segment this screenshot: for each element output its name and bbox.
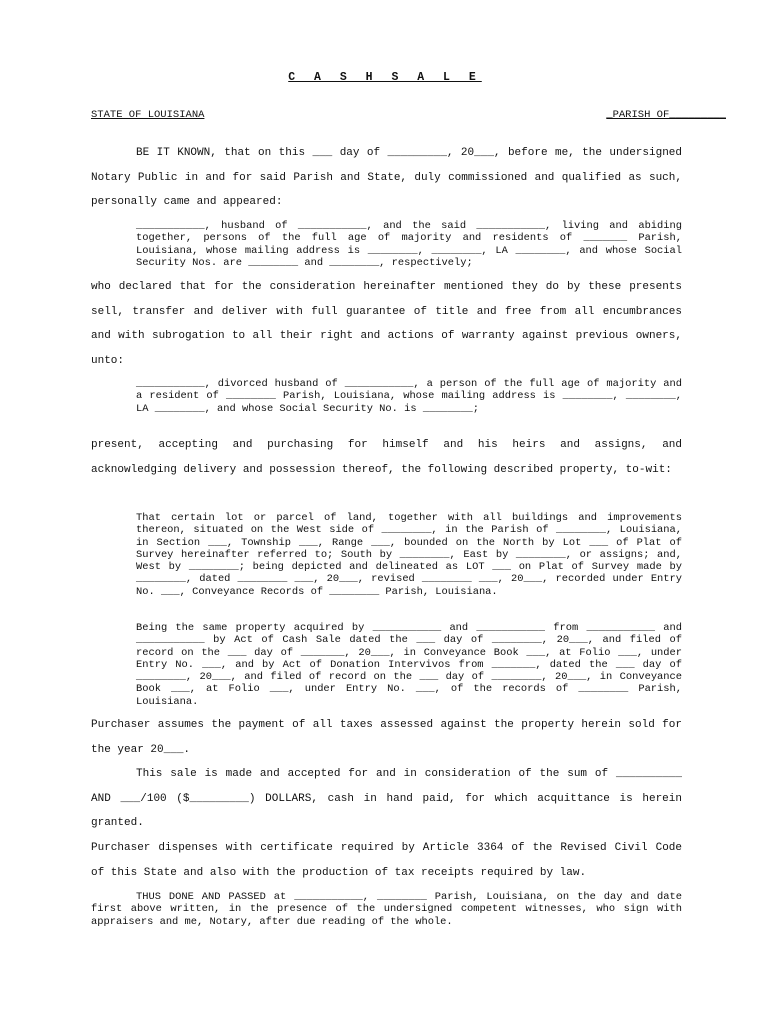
parish-heading (606, 109, 726, 121)
execution-paragraph: THUS DONE AND PASSED at ___________, ________ Parish, Louisiana, on the day and date first above written, in the presence of the undersigned competent witnesses, who sign with appraisers and me, Notary, after due reading of the whole. (91, 891, 682, 928)
acceptance-paragraph: present, accepting and purchasing for himself and his heirs and assigns, and acknowledging delivery and possession thereof, the following described property, to-wit: (91, 439, 682, 476)
acquisition-history-block: Being the same property acquired by ___________ and ___________ from ___________ and ___________ by Act of Cash Sale dated the ___ day of ________, 20___, and filed of record on the ___ day of _______, 20___, in Conveyance Book ___, at Folio ___, under Entry No. ___, and by Act of Donation Intervivos from _______, dated the ___ day of ________, 20___, and filed of record on the ___ day of ________, 20___, in Conveyance Book ___, at Folio ___, under Entry No. ___, of the records of ________ Parish, Louisiana. (136, 622, 682, 708)
document-title: C A S H S A L E (288, 71, 482, 84)
opening-paragraph: BE IT KNOWN, that on this ___ day of _________, 20___, before me, the undersigned Notary Public in and for said Parish and State, duly commissioned and qualified as such, personally came and appeared: (91, 147, 682, 208)
certificate-paragraph: Purchaser dispenses with certificate required by Article 3364 of the Revised Civil Code of this State and also with the production of tax receipts required by law. (91, 842, 682, 879)
declaration-paragraph: who declared that for the consideration hereinafter mentioned they do by these presents sell, transfer and deliver with full guarantee of title and free from all encumbrances and with subrogation to all their right and actions of warranty against previous owners, unto: (91, 281, 682, 367)
sellers-block: ___________, husband of ___________, and the said ___________, living and abiding together, persons of the full age of majority and residents of _______ Parish, Louisiana, whose mailing address is ________, ________, LA ________, and whose Social Security Nos. are ________ and ________, respectively; (136, 220, 682, 269)
consideration-paragraph: This sale is made and accepted for and in consideration of the sum of __________ AND ___/100 ($_________) DOLLARS, cash in hand paid, for which acquittance is herein granted. (91, 768, 682, 829)
parish-heading-text: _PARISH OF_________ (606, 109, 726, 121)
taxes-paragraph: Purchaser assumes the payment of all taxes assessed against the property herein sold for the year 20___. (91, 719, 682, 756)
buyer-block: ___________, divorced husband of ___________, a person of the full age of majority and a resident of ________ Parish, Louisiana, whose mailing address is ________, ________, LA ________, and whose Social Security No. is ________; (136, 378, 682, 415)
property-description-block: That certain lot or parcel of land, together with all buildings and improvements thereon, situated on the West side of ________, in the Parish of ________, Louisiana, in Section ___, Township ___, Range ___, bounded on the North by Lot ___ of Plat of Survey hereinafter referred to; South by ________, East by ________, or assigns; and, West by ________; being depicted and delineated as LOT ___ on Plat of Survey made by ________, dated ________ ___, 20___, revised ________ ___, 20___, recorded under Entry No. ___, Conveyance Records of ________ Parish, Louisiana. (136, 512, 682, 598)
state-heading: STATE OF LOUISIANA (91, 109, 205, 121)
